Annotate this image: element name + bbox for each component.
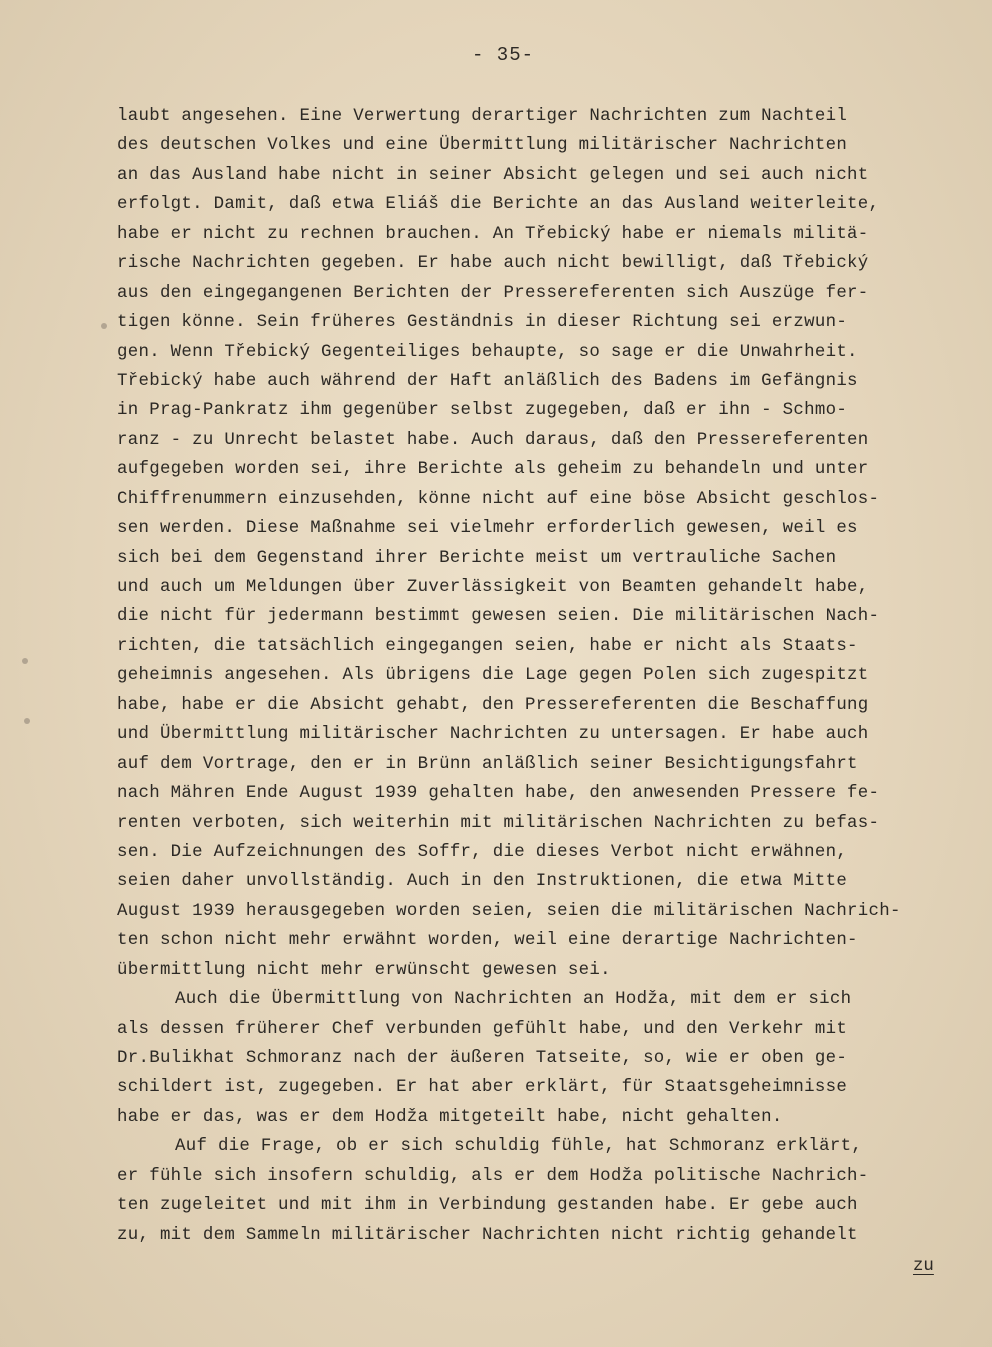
text-line: ranz - zu Unrecht belastet habe. Auch daraus, daß den Pressereferenten	[117, 430, 869, 450]
text-line: habe er das, was er dem Hodža mitgeteilt habe, nicht gehalten.	[117, 1107, 783, 1127]
text-line: schildert ist, zugegeben. Er hat aber erklärt, für Staatsgeheimnisse	[117, 1078, 848, 1098]
text-line: sen werden. Diese Maßnahme sei vielmehr erforderlich gewesen, weil es	[117, 519, 858, 539]
text-line: erfolgt. Damit, daß etwa Eliáš die Berichte an das Ausland weiterleite,	[117, 195, 880, 215]
text-line: geheimnis angesehen. Als übrigens die Lage gegen Polen sich zugespitzt	[117, 666, 869, 686]
text-line: sen. Die Aufzeichnungen des Soffr, die dieses Verbot nicht erwähnen,	[117, 842, 848, 862]
text-line: übermittlung nicht mehr erwünscht gewesen sei.	[117, 960, 611, 980]
continuation-word: zu	[913, 1257, 934, 1276]
text-line: des deutschen Volkes und eine Übermittlung militärischer Nachrichten	[117, 136, 848, 156]
text-line: seien daher unvollständig. Auch in den Instruktionen, die etwa Mitte	[117, 872, 848, 892]
margin-dot	[22, 658, 28, 664]
text-line: Chiffrenummern einzusehden, könne nicht auf eine böse Absicht geschlos-	[117, 489, 880, 509]
text-line: und auch um Meldungen über Zuverlässigkeit von Beamten gehandelt habe,	[117, 578, 869, 597]
text-line: nach Mähren Ende August 1939 gehalten habe, den anwesenden Pressere fe-	[117, 784, 880, 804]
text-line: zu, mit dem Sammeln militärischer Nachrichten nicht richtig gehandelt	[117, 1225, 858, 1245]
text-line: aufgegeben worden sei, ihre Berichte als geheim zu behandeln und unter	[117, 460, 869, 480]
text-line: tigen könne. Sein früheres Geständnis in dieser Richtung sei erzwun-	[117, 313, 848, 333]
page-number: - 35-	[471, 44, 534, 66]
text-line: in Prag-Pankratz ihm gegenüber selbst zugegeben, daß er ihn - Schmo-	[117, 401, 848, 421]
text-line: habe, habe er die Absicht gehabt, den Pressereferenten die Beschaffung	[117, 695, 869, 715]
text-line: laubt angesehen. Eine Verwertung derartiger Nachrichten zum Nachteil	[117, 107, 848, 126]
text-line: aus den eingegangenen Berichten der Pressereferenten sich Auszüge fer-	[117, 283, 869, 303]
text-line: Auch die Übermittlung von Nachrichten an Hodža, mit dem er sich	[175, 990, 852, 1010]
margin-dot	[101, 323, 107, 329]
text-line: Třebický habe auch während der Haft anläßlich des Badens im Gefängnis	[117, 371, 858, 391]
text-line: ten schon nicht mehr erwähnt worden, weil eine derartige Nachrichten-	[117, 931, 858, 951]
text-line: und Übermittlung militärischer Nachrichten zu untersagen. Er habe auch	[117, 725, 869, 745]
margin-dot	[24, 718, 30, 724]
text-line: die nicht für jedermann bestimmt gewesen seien. Die militärischen Nach-	[117, 607, 880, 627]
text-line: habe er nicht zu rechnen brauchen. An Třebický habe er niemals militä-	[117, 224, 869, 244]
text-line: rische Nachrichten gegeben. Er habe auch nicht bewilligt, daß Třebický	[117, 254, 869, 274]
text-line: Dr.Bulikhat Schmoranz nach der äußeren Tatseite, so, wie er oben ge-	[117, 1049, 848, 1068]
text-line: Auf die Frage, ob er sich schuldig fühle, hat Schmoranz erklärt,	[175, 1137, 863, 1157]
text-line: an das Ausland habe nicht in seiner Absicht gelegen und sei auch nicht	[117, 165, 869, 185]
text-line: gen. Wenn Třebický Gegenteiliges behaupte, so sage er die Unwahrheit.	[117, 342, 858, 362]
text-line: auf dem Vortrage, den er in Brünn anläßlich seiner Besichtigungsfahrt	[117, 754, 858, 774]
text-line: als dessen früherer Chef verbunden gefühlt habe, und den Verkehr mit	[117, 1019, 848, 1039]
text-line: er fühle sich insofern schuldig, als er dem Hodža politische Nachrich-	[117, 1166, 869, 1186]
text-line: renten verboten, sich weiterhin mit militärischen Nachrichten zu befas-	[117, 813, 880, 833]
text-line: sich bei dem Gegenstand ihrer Berichte meist um vertrauliche Sachen	[117, 548, 837, 568]
text-line: ten zugeleitet und mit ihm in Verbindung gestanden habe. Er gebe auch	[117, 1196, 858, 1216]
text-line: richten, die tatsächlich eingegangen seien, habe er nicht als Staats-	[117, 636, 858, 656]
text-line: August 1939 herausgegeben worden seien, seien die militärischen Nachrich-	[117, 901, 901, 921]
document-body	[117, 102, 967, 1250]
